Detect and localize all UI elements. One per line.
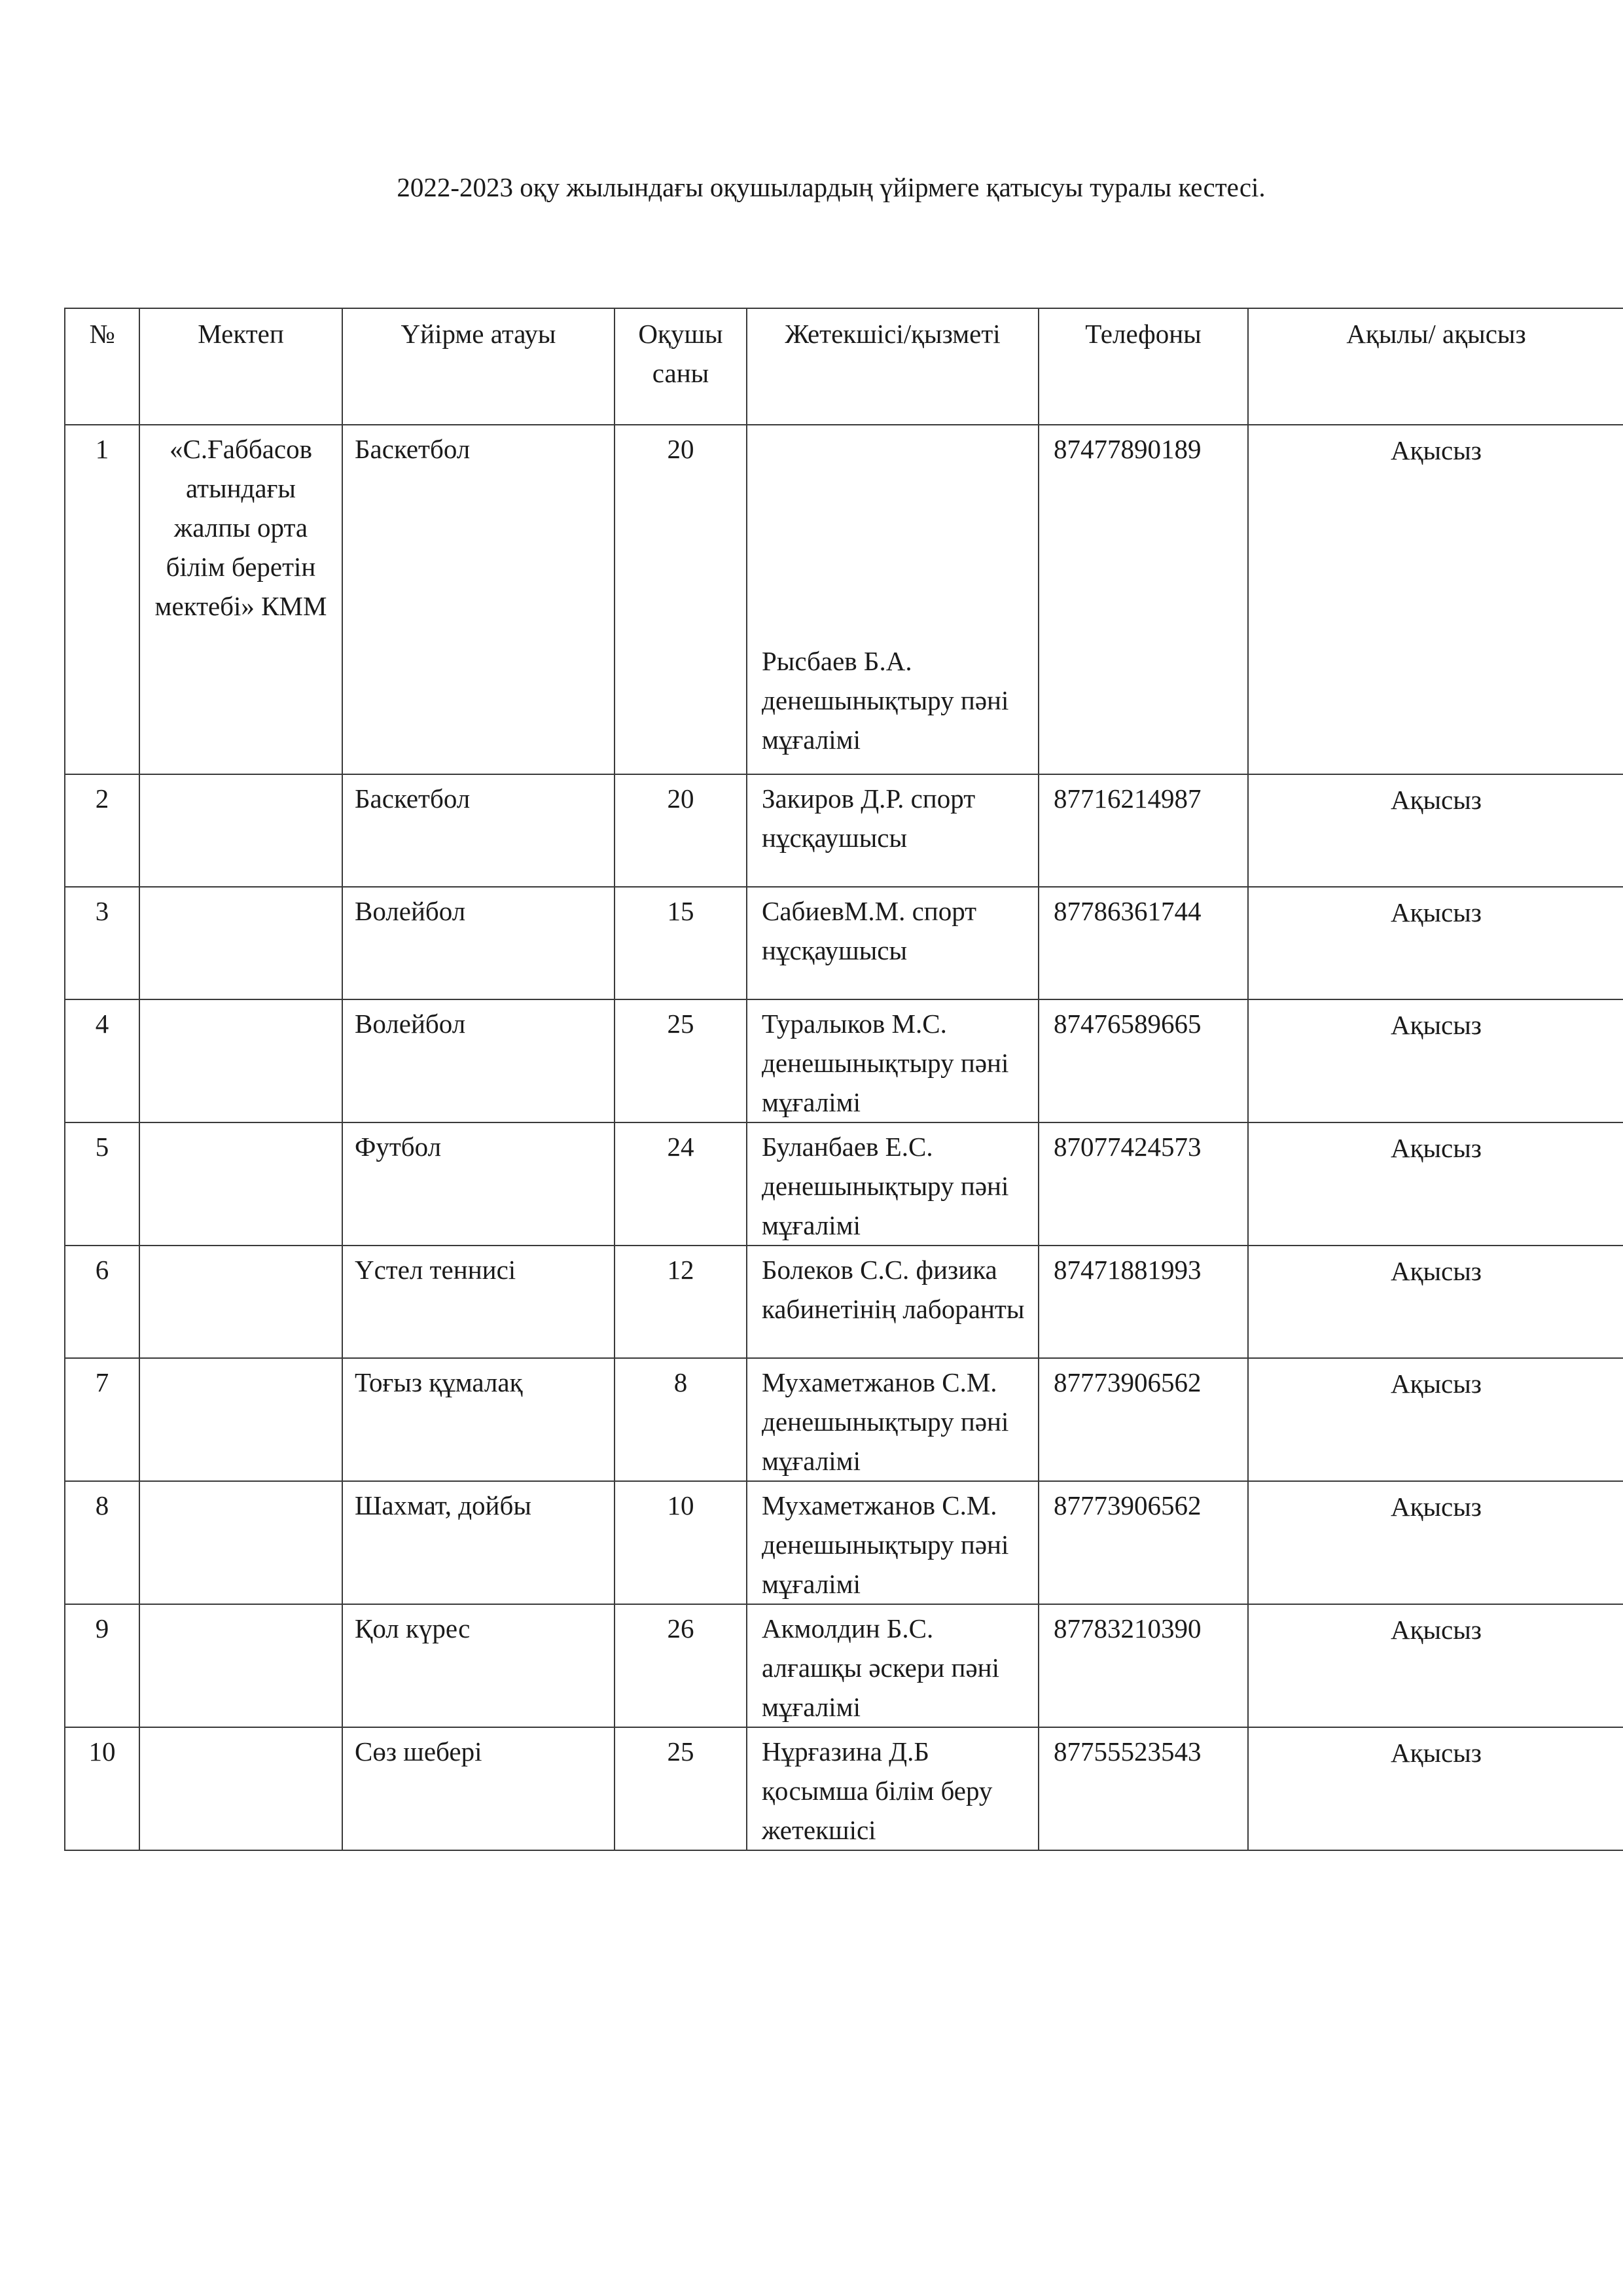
cell-students-count: 10 bbox=[615, 1481, 747, 1604]
cell-fee: Ақысыз bbox=[1248, 1358, 1623, 1481]
header-phone: Телефоны bbox=[1039, 308, 1248, 425]
cell-school bbox=[139, 1358, 342, 1481]
cell-school bbox=[139, 774, 342, 887]
cell-number: 5 bbox=[65, 1122, 139, 1246]
header-school: Мектеп bbox=[139, 308, 342, 425]
header-students-count: Оқушы саны bbox=[615, 308, 747, 425]
cell-leader: Мухаметжанов С.М. денешынықтыру пәні мұғалімі bbox=[747, 1481, 1039, 1604]
cell-students-count: 15 bbox=[615, 887, 747, 999]
cell-number: 8 bbox=[65, 1481, 139, 1604]
cell-number: 10 bbox=[65, 1727, 139, 1850]
cell-number: 4 bbox=[65, 999, 139, 1122]
cell-circle-name: Шахмат, дойбы bbox=[342, 1481, 615, 1604]
cell-phone: 87716214987 bbox=[1039, 774, 1248, 887]
cell-fee: Ақысыз bbox=[1248, 999, 1623, 1122]
cell-circle-name: Сөз шебері bbox=[342, 1727, 615, 1850]
cell-phone: 87783210390 bbox=[1039, 1604, 1248, 1727]
cell-phone: 87773906562 bbox=[1039, 1358, 1248, 1481]
cell-circle-name: Футбол bbox=[342, 1122, 615, 1246]
cell-leader: Болеков С.С. физика кабинетінің лаборанты bbox=[747, 1246, 1039, 1358]
cell-students-count: 25 bbox=[615, 1727, 747, 1850]
table-row bbox=[65, 1481, 1623, 1604]
header-number: № bbox=[65, 308, 139, 425]
cell-fee: Ақысыз bbox=[1248, 1122, 1623, 1246]
table-row bbox=[65, 1358, 1623, 1481]
cell-fee: Ақысыз bbox=[1248, 1481, 1623, 1604]
table-row bbox=[65, 1727, 1623, 1850]
cell-students-count: 8 bbox=[615, 1358, 747, 1481]
table-row bbox=[65, 999, 1623, 1122]
cell-leader: Рысбаев Б.А. денешынықтыру пәні мұғалімі bbox=[747, 425, 1039, 774]
cell-phone: 87755523543 bbox=[1039, 1727, 1248, 1850]
table-row bbox=[65, 425, 1623, 774]
cell-school bbox=[139, 1122, 342, 1246]
cell-number: 9 bbox=[65, 1604, 139, 1727]
cell-school bbox=[139, 887, 342, 999]
header-leader: Жетекшісі/қызметі bbox=[747, 308, 1039, 425]
table-row bbox=[65, 1604, 1623, 1727]
cell-fee: Ақысыз bbox=[1248, 425, 1623, 774]
cell-leader: Буланбаев Е.С. денешынықтыру пәні мұғалімі bbox=[747, 1122, 1039, 1246]
cell-leader: Закиров Д.Р. спорт нұсқаушысы bbox=[747, 774, 1039, 887]
cell-leader: Мухаметжанов С.М. денешынықтыру пәні мұғалімі bbox=[747, 1358, 1039, 1481]
table-row bbox=[65, 1246, 1623, 1358]
cell-circle-name: Баскетбол bbox=[342, 425, 615, 774]
cell-number: 3 bbox=[65, 887, 139, 999]
cell-school: «С.Ғаббасов атындағы жалпы орта білім беретін мектебі» КММ bbox=[139, 425, 342, 774]
cell-fee: Ақысыз bbox=[1248, 887, 1623, 999]
cell-phone: 87773906562 bbox=[1039, 1481, 1248, 1604]
cell-circle-name: Волейбол bbox=[342, 999, 615, 1122]
cell-students-count: 25 bbox=[615, 999, 747, 1122]
cell-students-count: 26 bbox=[615, 1604, 747, 1727]
table-row bbox=[65, 774, 1623, 887]
cell-school bbox=[139, 999, 342, 1122]
table-row bbox=[65, 887, 1623, 999]
circles-table bbox=[64, 308, 1623, 1851]
cell-fee: Ақысыз bbox=[1248, 774, 1623, 887]
cell-circle-name: Баскетбол bbox=[342, 774, 615, 887]
cell-students-count: 12 bbox=[615, 1246, 747, 1358]
cell-leader: Нұрғазина Д.Б қосымша білім беру жетекшісі bbox=[747, 1727, 1039, 1850]
cell-phone: 87476589665 bbox=[1039, 999, 1248, 1122]
cell-number: 2 bbox=[65, 774, 139, 887]
cell-circle-name: Тоғыз құмалақ bbox=[342, 1358, 615, 1481]
cell-school bbox=[139, 1604, 342, 1727]
cell-students-count: 20 bbox=[615, 425, 747, 774]
table-header-row bbox=[65, 308, 1623, 425]
cell-number: 7 bbox=[65, 1358, 139, 1481]
cell-phone: 87471881993 bbox=[1039, 1246, 1248, 1358]
cell-number: 1 bbox=[65, 425, 139, 774]
cell-fee: Ақысыз bbox=[1248, 1604, 1623, 1727]
cell-number: 6 bbox=[65, 1246, 139, 1358]
cell-circle-name: Үстел теннисі bbox=[342, 1246, 615, 1358]
header-fee: Ақылы/ ақысыз bbox=[1248, 308, 1623, 425]
cell-students-count: 20 bbox=[615, 774, 747, 887]
cell-leader: СабиевМ.М. спорт нұсқаушысы bbox=[747, 887, 1039, 999]
cell-phone: 87786361744 bbox=[1039, 887, 1248, 999]
cell-fee: Ақысыз bbox=[1248, 1246, 1623, 1358]
cell-school bbox=[139, 1727, 342, 1850]
cell-students-count: 24 bbox=[615, 1122, 747, 1246]
cell-leader: Акмолдин Б.С. алғашқы әскери пәні мұғалімі bbox=[747, 1604, 1039, 1727]
cell-circle-name: Волейбол bbox=[342, 887, 615, 999]
cell-circle-name: Қол күрес bbox=[342, 1604, 615, 1727]
cell-phone: 87477890189 bbox=[1039, 425, 1248, 774]
cell-leader: Туралыков М.С. денешынықтыру пәні мұғалімі bbox=[747, 999, 1039, 1122]
cell-fee: Ақысыз bbox=[1248, 1727, 1623, 1850]
cell-school bbox=[139, 1481, 342, 1604]
page-title: 2022-2023 оқу жылындағы оқушылардың үйірмеге қатысуы туралы кестесі. bbox=[397, 172, 1266, 202]
cell-school bbox=[139, 1246, 342, 1358]
cell-phone: 87077424573 bbox=[1039, 1122, 1248, 1246]
header-circle-name: Үйірме атауы bbox=[342, 308, 615, 425]
table-row bbox=[65, 1122, 1623, 1246]
